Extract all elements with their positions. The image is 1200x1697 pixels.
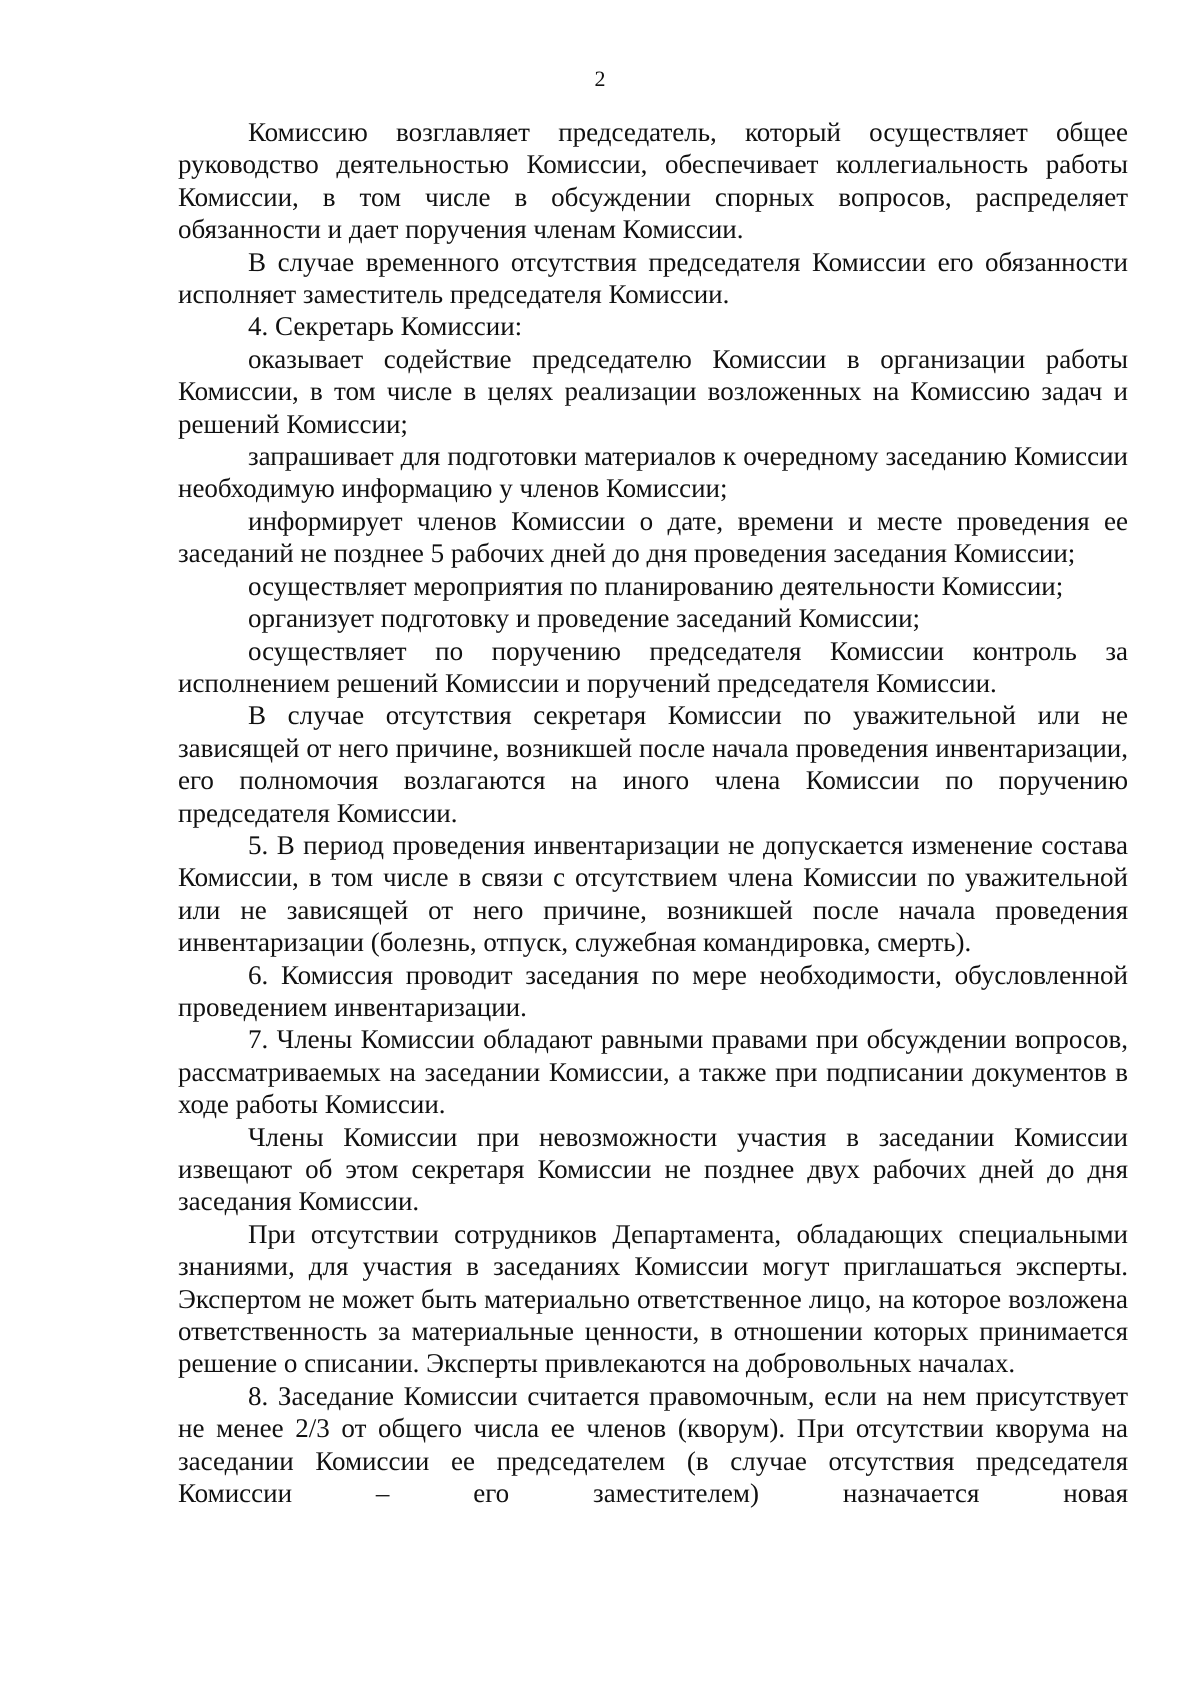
paragraph-meetings: 6. Комиссия проводит заседания по мере необходимости, обусловленной проведением инвентаризации. xyxy=(178,959,1128,1022)
paragraph-secretary-organizes: организует подготовку и проведение заседаний Комиссии; xyxy=(248,603,921,634)
paragraph-experts: При отсутствии сотрудников Департамента, обладающих специальными знаниями, для участия в заседаниях Комиссии могут приглашаться эксперты. Экспертом не может быть материально ответственное лицо, на которое возложена ответственность за материальные ценности, в отношении которых принимается решение о списании. Эксперты привлекаются на добровольных началах. xyxy=(178,1218,1128,1379)
page-number: 2 xyxy=(594,66,606,91)
paragraph-secretary-informs: информирует членов Комиссии о дате, времени и месте проведения ее заседаний не позднее 5 рабочих дней до дня проведения заседания Комиссии; xyxy=(178,505,1128,569)
paragraph-chairman-absence: В случае временного отсутствия председателя Комиссии его обязанности исполняет заместитель председателя Комиссии. xyxy=(178,246,1128,310)
paragraph-quorum: 8. Заседание Комиссии считается правомочным, если на нем присутствует не менее 2/3 от общего числа ее членов (кворум). При отсутствии кворума на заседании Комиссии ее председателем (в случае отсутствия председателя Комиссии – его заместителем) назначается новая xyxy=(178,1380,1128,1509)
paragraph-equal-rights: 7. Члены Комиссии обладают равными правами при обсуждении вопросов, рассматриваемых на заседании Комиссии, а также при подписании документов в ходе работы Комиссии. xyxy=(178,1024,1128,1120)
document-body xyxy=(178,116,1128,1509)
paragraph-composition-change: 5. В период проведения инвентаризации не допускается изменение состава Комиссии, в том числе в связи с отсутствием члена Комиссии по уважительной или не зависящей от него причине, возникшей после начала проведения инвентаризации (болезнь, отпуск, служебная командировка, смерть). xyxy=(178,829,1128,958)
paragraph-secretary-assistance: оказывает содействие председателю Комиссии в организации работы Комиссии, в том числе в целях реализации возложенных на Комиссию задач и решений Комиссии; xyxy=(178,343,1128,439)
paragraph-member-absence-notice: Члены Комиссии при невозможности участия в заседании Комиссии извещают об этом секретаря Комиссии не позднее двух рабочих дней до дня заседания Комиссии. xyxy=(178,1121,1128,1217)
paragraph-secretary-requests: запрашивает для подготовки материалов к очередному заседанию Комиссии необходимую информацию у членов Комиссии; xyxy=(178,441,1128,504)
paragraph-chairman-duties: Комиссию возглавляет председатель, который осуществляет общее руководство деятельностью Комиссии, обеспечивает коллегиальность работы Комиссии, в том числе в обсуждении спорных вопросов, распределяет обязанности и дает поручения членам Комиссии. xyxy=(178,117,1128,245)
paragraph-secretary-planning: осуществляет мероприятия по планированию деятельности Комиссии; xyxy=(248,570,1064,601)
paragraph-secretary-heading: 4. Секретарь Комиссии: xyxy=(248,311,523,342)
paragraph-secretary-control: осуществляет по поручению председателя Комиссии контроль за исполнением решений Комиссии и поручений председателя Комиссии. xyxy=(178,635,1128,698)
paragraph-secretary-absence: В случае отсутствия секретаря Комиссии по уважительной или не зависящей от него причине, возникшей после начала проведения инвентаризации, его полномочия возлагаются на иного члена Комиссии по поручению председателя Комиссии. xyxy=(178,700,1128,828)
